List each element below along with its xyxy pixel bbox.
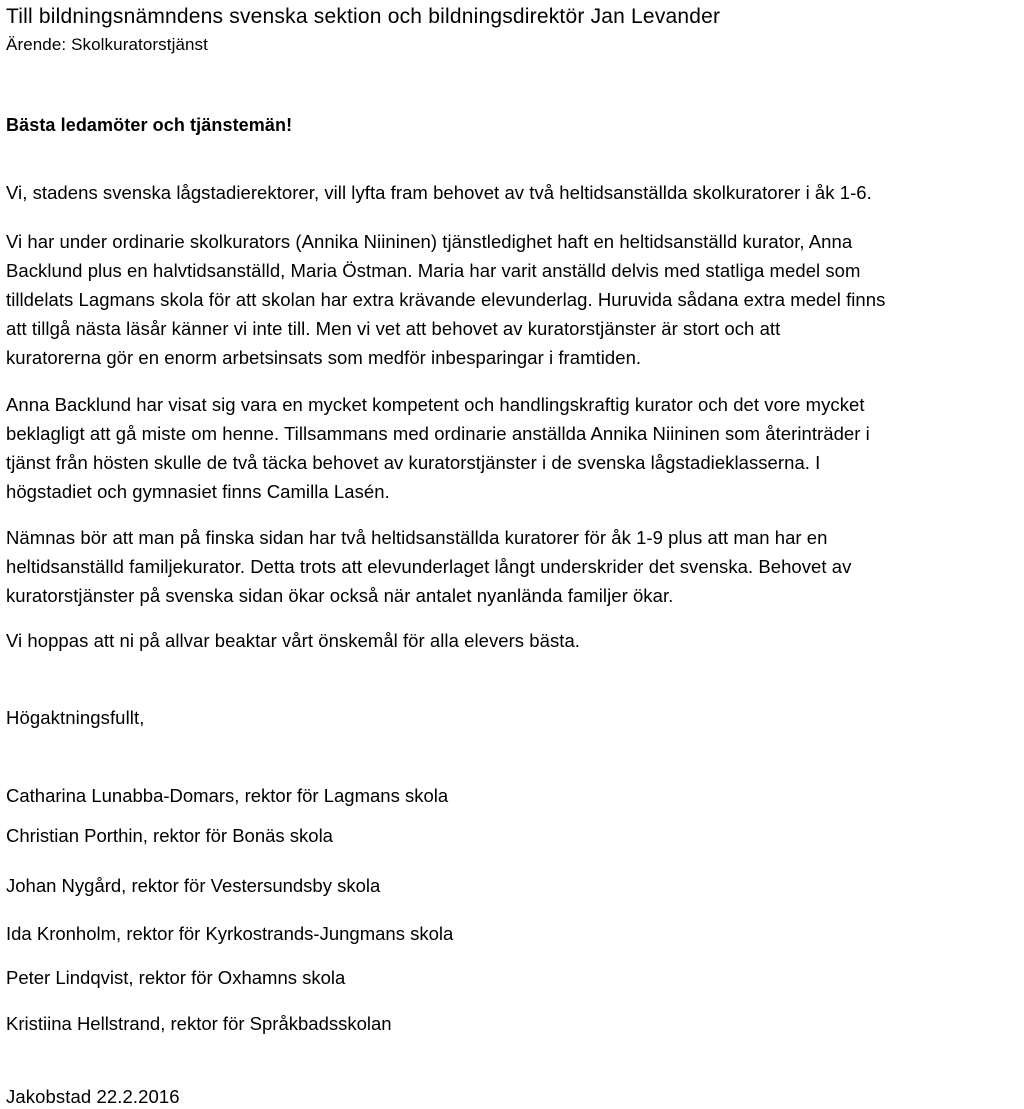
paragraph-line: Vi har under ordinarie skolkurators (Annika Niininen) tjänstledighet haft en heltidsanställd kurator, Anna bbox=[6, 231, 853, 252]
closing: Högaktningsfullt, bbox=[6, 707, 145, 728]
paragraph-line: att tillgå nästa läsår känner vi inte till. Men vi vet att behovet av kuratorstjänster är stort och att bbox=[6, 318, 781, 339]
paragraph-2 bbox=[6, 227, 1020, 372]
signatory: Ida Kronholm, rektor för Kyrkostrands-Jungmans skola bbox=[6, 923, 454, 944]
paragraph-line: tilldelats Lagmans skola för att skolan har extra krävande elevunderlag. Huruvida sådana extra medel finns bbox=[6, 289, 886, 310]
paragraph-line: kuratorerna gör en enorm arbetsinsats som medför inbesparingar i framtiden. bbox=[6, 347, 642, 368]
signatory: Christian Porthin, rektor för Bonäs skola bbox=[6, 825, 333, 846]
addressee-line: Till bildningsnämndens svenska sektion och bildningsdirektör Jan Levander bbox=[6, 5, 721, 28]
greeting: Bästa ledamöter och tjänstemän! bbox=[6, 115, 293, 135]
place-date: Jakobstad 22.2.2016 bbox=[6, 1086, 180, 1107]
paragraph-line: Vi, stadens svenska lågstadierektorer, vill lyfta fram behovet av två heltidsanställda skolkuratorer i åk 1-6. bbox=[6, 182, 872, 203]
paragraph-1 bbox=[6, 178, 1020, 207]
paragraph-line: heltidsanställd familjekurator. Detta trots att elevunderlaget långt underskrider det svenska. Behovet av bbox=[6, 556, 852, 577]
paragraph-line: högstadiet och gymnasiet finns Camilla Lasén. bbox=[6, 481, 390, 502]
paragraph-5 bbox=[6, 626, 1020, 655]
paragraph-line: Backlund plus en halvtidsanställd, Maria Östman. Maria har varit anställd delvis med statliga medel som bbox=[6, 260, 861, 281]
signatory: Johan Nygård, rektor för Vestersundsby skola bbox=[6, 875, 381, 896]
signatory: Peter Lindqvist, rektor för Oxhamns skola bbox=[6, 967, 346, 988]
paragraph-line: beklagligt att gå miste om henne. Tillsammans med ordinarie anställda Annika Niininen som återinträder i bbox=[6, 423, 870, 444]
paragraph-line: tjänst från hösten skulle de två täcka behovet av kuratorstjänster i de svenska lågstadieklasserna. I bbox=[6, 452, 821, 473]
paragraph-4 bbox=[6, 523, 1020, 610]
signatory: Catharina Lunabba-Domars, rektor för Lagmans skola bbox=[6, 785, 449, 806]
paragraph-line: kuratorstjänster på svenska sidan ökar också när antalet nyanlända familjer ökar. bbox=[6, 585, 674, 606]
paragraph-line: Nämnas bör att man på finska sidan har två heltidsanställda kuratorer för åk 1-9 plus att man har en bbox=[6, 527, 828, 548]
paragraph-line: Anna Backlund har visat sig vara en mycket kompetent och handlingskraftig kurator och det vore mycket bbox=[6, 394, 865, 415]
signatory: Kristiina Hellstrand, rektor för Språkbadsskolan bbox=[6, 1013, 392, 1034]
subject-line: Ärende: Skolkuratorstjänst bbox=[6, 35, 208, 54]
paragraph-3 bbox=[6, 390, 1020, 506]
paragraph-line: Vi hoppas att ni på allvar beaktar vårt önskemål för alla elevers bästa. bbox=[6, 630, 580, 651]
